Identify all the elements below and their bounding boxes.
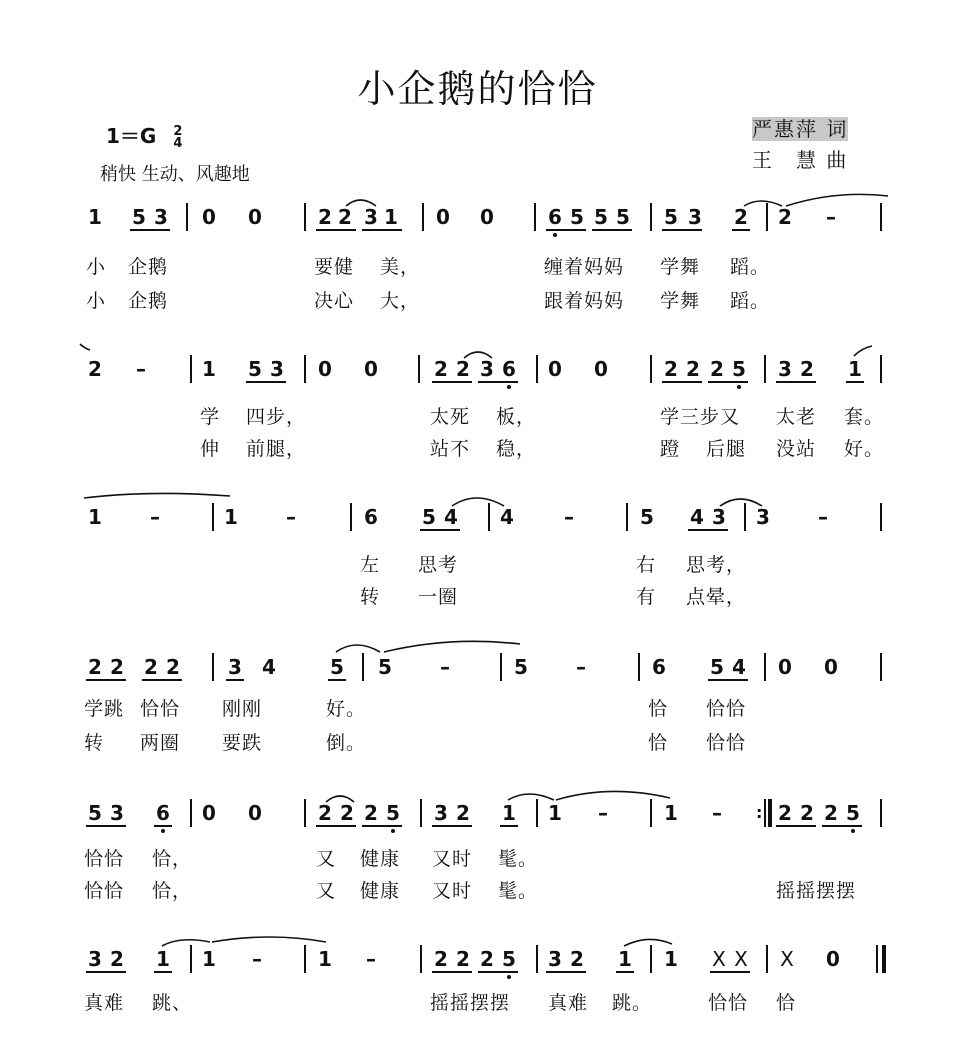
- lyric-syllable: 学三步又: [660, 406, 741, 428]
- lyric-syllable: 小: [86, 256, 107, 278]
- barline: [650, 355, 652, 383]
- score-line-1: [0, 200, 955, 345]
- lower-dot: [737, 385, 741, 389]
- lyric-syllable: 企鹅: [128, 256, 169, 278]
- lyric-syllable: 健康: [360, 880, 401, 902]
- lyric-syllable: 美，: [380, 256, 421, 278]
- note: 1: [156, 947, 170, 971]
- lyric-syllable: 跳。: [612, 992, 653, 1014]
- underline: [316, 229, 356, 231]
- note: 6: [156, 801, 170, 825]
- underline: [732, 229, 750, 231]
- lyric-syllable: 缠着妈妈: [544, 256, 625, 278]
- barline: [626, 503, 628, 531]
- note: 2: [110, 655, 124, 679]
- note: 3: [154, 205, 168, 229]
- note: 2: [88, 357, 102, 381]
- note: 5: [132, 205, 146, 229]
- lyric-syllable: 又时: [432, 880, 473, 902]
- lyric-syllable: 恰，: [152, 880, 193, 902]
- lower-dot: [507, 975, 511, 979]
- note: 6: [652, 655, 666, 679]
- note: 3: [480, 357, 494, 381]
- note: –: [150, 505, 160, 529]
- underline: [226, 679, 244, 681]
- note: 1: [502, 801, 516, 825]
- lyric-syllable: 恰恰: [84, 880, 125, 902]
- underline: [708, 679, 748, 681]
- note: 2: [710, 357, 724, 381]
- note: 2: [824, 801, 838, 825]
- lyric-syllable: 恰恰: [140, 698, 181, 720]
- note: 1: [202, 357, 216, 381]
- underline: [246, 381, 286, 383]
- note: 3: [228, 655, 242, 679]
- lyric-syllable: 好。: [326, 698, 367, 720]
- lyric-syllable: 跟着妈妈: [544, 290, 625, 312]
- note: 0: [248, 205, 262, 229]
- note: 2: [318, 205, 332, 229]
- underline: [86, 971, 126, 973]
- time-bottom: 4: [173, 135, 183, 151]
- note: 2: [734, 205, 748, 229]
- note: –: [818, 505, 828, 529]
- barline: [304, 203, 306, 231]
- composer-credit: 王 慧 曲: [752, 148, 849, 172]
- tie-marks: [0, 500, 955, 540]
- note: 3: [712, 505, 726, 529]
- score-line-2: [0, 352, 955, 497]
- note: 5: [514, 655, 528, 679]
- note: –: [576, 655, 586, 679]
- lyric-syllable: 学跳: [84, 698, 125, 720]
- note: 0: [480, 205, 494, 229]
- lyric-syllable: 髦。: [498, 848, 539, 870]
- lyric-syllable: 转: [84, 732, 105, 754]
- barline: [766, 203, 768, 231]
- note: 2: [800, 357, 814, 381]
- barline: [304, 799, 306, 827]
- barline: [880, 355, 882, 383]
- underline: [478, 971, 518, 973]
- barline: [304, 355, 306, 383]
- lyric-syllable: 蹈。: [730, 256, 771, 278]
- note: 2: [110, 947, 124, 971]
- barline: [880, 653, 882, 681]
- note: 2: [144, 655, 158, 679]
- lyric-syllable: 四步，: [246, 406, 307, 428]
- underline: [86, 825, 126, 827]
- note: 1: [664, 801, 678, 825]
- note: –: [136, 357, 146, 381]
- barline: [880, 203, 882, 231]
- barline: [422, 203, 424, 231]
- note: 2: [800, 801, 814, 825]
- underline: [500, 825, 518, 827]
- lyric-syllable: 恰恰: [84, 848, 125, 870]
- note: 6: [364, 505, 378, 529]
- note: 4: [500, 505, 514, 529]
- underline: [362, 229, 402, 231]
- repeat-dots: :: [756, 803, 763, 822]
- note: 5: [710, 655, 724, 679]
- underline: [130, 229, 170, 231]
- note: 1: [384, 205, 398, 229]
- lyric-syllable: 太老: [776, 406, 817, 428]
- lower-dot: [161, 829, 165, 833]
- barline: [420, 799, 422, 827]
- underline: [154, 971, 172, 973]
- lyric-syllable: 恰恰: [706, 698, 747, 720]
- lyric-syllable: 没站: [776, 438, 817, 460]
- underline: [776, 381, 816, 383]
- lyric-syllable: 一圈: [418, 586, 459, 608]
- underline: [616, 971, 634, 973]
- lyric-syllable: 思考: [418, 554, 459, 576]
- lyric-syllable: 要跌: [222, 732, 263, 754]
- lyric-syllable: 学: [200, 406, 221, 428]
- time-signature: [173, 123, 183, 151]
- barline: [186, 203, 188, 231]
- notation-row: [0, 942, 955, 982]
- note: –: [286, 505, 296, 529]
- lyric-syllable: 又时: [432, 848, 473, 870]
- note: 3: [778, 357, 792, 381]
- notation-row: [0, 650, 955, 690]
- note: –: [598, 801, 608, 825]
- barline: [536, 355, 538, 383]
- note: 2: [456, 357, 470, 381]
- score-line-4: [0, 650, 955, 795]
- underline: [546, 971, 586, 973]
- note: 0: [364, 357, 378, 381]
- note: X: [712, 947, 726, 971]
- notation-row: [0, 500, 955, 540]
- lyric-syllable: 站不: [430, 438, 471, 460]
- note: –: [440, 655, 450, 679]
- note: 5: [640, 505, 654, 529]
- barline: [880, 799, 882, 827]
- barline: [534, 203, 536, 231]
- lyric-syllable: 又: [316, 848, 337, 870]
- note: 5: [664, 205, 678, 229]
- note: 5: [570, 205, 584, 229]
- underline: [142, 679, 182, 681]
- barline: [350, 503, 352, 531]
- underline: [662, 229, 702, 231]
- lyric-syllable: 恰: [648, 698, 669, 720]
- barline: [638, 653, 640, 681]
- lyric-syllable: 倒。: [326, 732, 367, 754]
- note: 0: [318, 357, 332, 381]
- barline: [880, 503, 882, 531]
- barline: [764, 653, 766, 681]
- barline: [362, 653, 364, 681]
- note: 5: [502, 947, 516, 971]
- note: 1: [664, 947, 678, 971]
- barline: [488, 503, 490, 531]
- note: 5: [616, 205, 630, 229]
- underline: [662, 381, 702, 383]
- lyric-syllable: 伸: [200, 438, 221, 460]
- underline: [316, 825, 356, 827]
- lyric-syllable: 左: [360, 554, 381, 576]
- barline: [650, 203, 652, 231]
- barline: [190, 945, 192, 973]
- barline: [304, 945, 306, 973]
- score-line-3: [0, 500, 955, 645]
- time-top: 2: [173, 123, 183, 139]
- note: 2: [88, 655, 102, 679]
- underline: [776, 825, 816, 827]
- note: 0: [826, 947, 840, 971]
- note: 2: [340, 801, 354, 825]
- notation-row: [0, 352, 955, 392]
- note: 2: [480, 947, 494, 971]
- note: –: [826, 205, 836, 229]
- underline: [362, 825, 402, 827]
- note: 3: [756, 505, 770, 529]
- note: 0: [778, 655, 792, 679]
- lyric-syllable: 好。: [844, 438, 885, 460]
- note: 2: [456, 947, 470, 971]
- lyric-syllable: 跳、: [152, 992, 193, 1014]
- lyric-syllable: 前腿，: [246, 438, 307, 460]
- note: 1: [202, 947, 216, 971]
- lyric-syllable: 两圈: [140, 732, 181, 754]
- lyric-syllable: 刚刚: [222, 698, 263, 720]
- lower-dot: [391, 829, 395, 833]
- note: 1: [88, 205, 102, 229]
- lyric-syllable: 恰: [776, 992, 797, 1014]
- notation-row: [0, 796, 955, 836]
- lyric-syllable: 思考，: [686, 554, 747, 576]
- underline: [710, 971, 750, 973]
- note: 5: [386, 801, 400, 825]
- lyric-syllable: 太死: [430, 406, 471, 428]
- barline: [212, 503, 214, 531]
- lyric-syllable: 板，: [496, 406, 537, 428]
- underline: [154, 825, 172, 827]
- note: 5: [378, 655, 392, 679]
- lyric-syllable: 髦。: [498, 880, 539, 902]
- barline: [190, 799, 192, 827]
- note: 2: [664, 357, 678, 381]
- note: 5: [88, 801, 102, 825]
- barline: [212, 653, 214, 681]
- note: 2: [778, 205, 792, 229]
- note: 0: [202, 801, 216, 825]
- lyric-syllable: 稳，: [496, 438, 537, 460]
- key-label: 1＝G: [106, 124, 157, 148]
- lyric-syllable: 套。: [844, 406, 885, 428]
- note: 2: [686, 357, 700, 381]
- lyric-syllable: 转: [360, 586, 381, 608]
- note: 1: [618, 947, 632, 971]
- lyric-syllable: 蹈。: [730, 290, 771, 312]
- lyric-syllable: 大，: [380, 290, 421, 312]
- barline: [536, 945, 538, 973]
- lyric-syllable: 恰恰: [706, 732, 747, 754]
- note: 3: [434, 801, 448, 825]
- barline: [650, 799, 652, 827]
- repeat-barline: [764, 799, 766, 827]
- note: 0: [436, 205, 450, 229]
- note: X: [734, 947, 748, 971]
- note: 2: [570, 947, 584, 971]
- note: 5: [422, 505, 436, 529]
- barline: [500, 653, 502, 681]
- note: X: [780, 947, 794, 971]
- lyric-syllable: 后腿: [706, 438, 747, 460]
- lyric-syllable: 学舞: [660, 290, 701, 312]
- note: 2: [434, 357, 448, 381]
- lyric-syllable: 摇摇摆摆: [430, 992, 511, 1014]
- note: 2: [166, 655, 180, 679]
- lyric-syllable: 要健: [314, 256, 355, 278]
- note: 3: [88, 947, 102, 971]
- underline: [478, 381, 518, 383]
- lyric-syllable: 恰，: [152, 848, 193, 870]
- note: –: [712, 801, 722, 825]
- note: 3: [688, 205, 702, 229]
- underline: [592, 229, 632, 231]
- note: 2: [434, 947, 448, 971]
- lyric-syllable: 蹬: [660, 438, 681, 460]
- note: 6: [548, 205, 562, 229]
- note: 4: [444, 505, 458, 529]
- barline: [536, 799, 538, 827]
- note: 1: [548, 801, 562, 825]
- lyric-syllable: 有: [636, 586, 657, 608]
- barline: [190, 355, 192, 383]
- note: 0: [202, 205, 216, 229]
- note: 5: [248, 357, 262, 381]
- lyricist-credit: [752, 113, 848, 142]
- note: 4: [262, 655, 276, 679]
- lower-dot: [507, 385, 511, 389]
- note: 2: [364, 801, 378, 825]
- lyric-syllable: 右: [636, 554, 657, 576]
- final-barline: [876, 945, 878, 973]
- note: 1: [848, 357, 862, 381]
- underline: [432, 971, 472, 973]
- note: 3: [548, 947, 562, 971]
- lyric-syllable: 摇摇摆摆: [776, 880, 857, 902]
- lyricist-name: 严惠萍 词: [752, 117, 849, 141]
- lyric-syllable: 真难: [84, 992, 125, 1014]
- note: 0: [824, 655, 838, 679]
- note: 6: [502, 357, 516, 381]
- lower-dot: [851, 829, 855, 833]
- note: 5: [846, 801, 860, 825]
- lyric-syllable: 健康: [360, 848, 401, 870]
- lyric-syllable: 恰: [648, 732, 669, 754]
- underline: [822, 825, 862, 827]
- note: 2: [338, 205, 352, 229]
- underline: [688, 529, 728, 531]
- lyric-syllable: 小: [86, 290, 107, 312]
- barline: [766, 945, 768, 973]
- barline: [764, 355, 766, 383]
- note: 0: [548, 357, 562, 381]
- lyric-syllable: 企鹅: [128, 290, 169, 312]
- score-line-5: [0, 796, 955, 941]
- underline: [846, 381, 864, 383]
- note: 3: [270, 357, 284, 381]
- underline: [328, 679, 346, 681]
- note: 3: [110, 801, 124, 825]
- note: 0: [594, 357, 608, 381]
- repeat-barline-thick: [768, 799, 772, 827]
- note: 1: [88, 505, 102, 529]
- lyric-syllable: 学舞: [660, 256, 701, 278]
- note: 2: [456, 801, 470, 825]
- underline: [432, 825, 472, 827]
- note: 5: [594, 205, 608, 229]
- underline: [708, 381, 748, 383]
- underline: [86, 679, 126, 681]
- key-signature: [106, 120, 182, 150]
- lyric-syllable: 又: [316, 880, 337, 902]
- song-title: 小企鹅的恰恰: [357, 67, 598, 111]
- note: –: [366, 947, 376, 971]
- underline: [420, 529, 460, 531]
- lower-dot: [553, 233, 557, 237]
- barline: [418, 355, 420, 383]
- barline: [744, 503, 746, 531]
- note: 1: [224, 505, 238, 529]
- note: 4: [732, 655, 746, 679]
- note: 2: [318, 801, 332, 825]
- barline: [420, 945, 422, 973]
- underline: [432, 381, 472, 383]
- note: 5: [330, 655, 344, 679]
- notation-row: [0, 200, 955, 240]
- lyric-syllable: 恰恰: [708, 992, 749, 1014]
- note: 4: [690, 505, 704, 529]
- note: 0: [248, 801, 262, 825]
- lyric-syllable: 决心: [314, 290, 355, 312]
- score-line-6: [0, 942, 955, 1042]
- lyric-syllable: 真难: [548, 992, 589, 1014]
- note: 2: [778, 801, 792, 825]
- note: –: [564, 505, 574, 529]
- note: 5: [732, 357, 746, 381]
- barline: [650, 945, 652, 973]
- tempo-marking: 稍快 生动、风趣地: [100, 164, 250, 185]
- final-barline-thick: [882, 945, 886, 973]
- underline: [546, 229, 586, 231]
- note: –: [252, 947, 262, 971]
- lyric-syllable: 点晕，: [686, 586, 747, 608]
- note: 1: [318, 947, 332, 971]
- note: 3: [364, 205, 378, 229]
